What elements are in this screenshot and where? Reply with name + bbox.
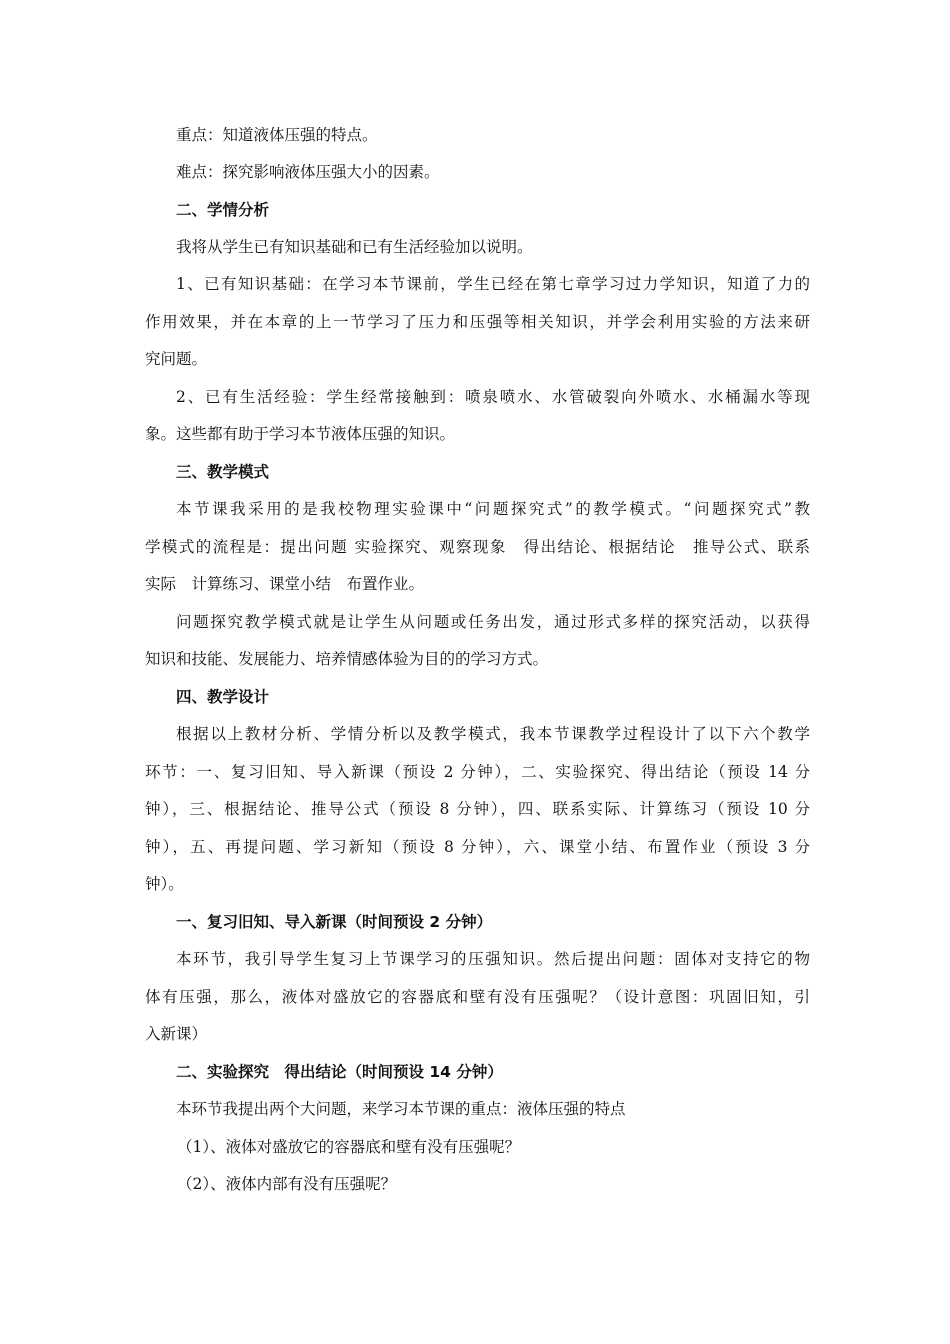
- paragraph-line: 实际 计算练习、课堂小结 布置作业。: [145, 575, 425, 593]
- section-heading-teaching-design: 四、教学设计: [176, 688, 270, 706]
- paragraph-line: 知识和技能、发展能力、培养情感体验为目的的学习方式。: [145, 650, 549, 668]
- section-heading-teaching-mode: 三、教学模式: [176, 463, 270, 481]
- paragraph-line: 环节：一、复习旧知、导入新课（预设 2 分钟），二、实验探究、得出结论（预设 14 分: [145, 763, 810, 781]
- subsection-heading-experiment: 二、实验探究 得出结论（时间预设 14 分钟）: [176, 1063, 503, 1081]
- paragraph-line: 入新课）: [145, 1025, 208, 1043]
- paragraph-line: 究问题。: [145, 350, 208, 368]
- paragraph-line: 钟），三、根据结论、推导公式（预设 8 分钟），四、联系实际、计算练习（预设 10 分: [145, 800, 810, 818]
- paragraph-line: 作用效果，并在本章的上一节学习了压力和压强等相关知识，并学会利用实验的方法来研: [145, 313, 810, 331]
- paragraph-line: 钟），五、再提问题、学习新知（预设 8 分钟），六、课堂小结、布置作业（预设 3 分: [145, 838, 810, 856]
- paragraph-line: 钟）。: [145, 875, 184, 893]
- paragraph-line: 2、已有生活经验：学生经常接触到：喷泉喷水、水管破裂向外喷水、水桶漏水等现: [176, 388, 810, 406]
- section-heading-learner-analysis: 二、学情分析: [176, 201, 270, 219]
- question-item: （1）、液体对盛放它的容器底和壁有没有压强呢？: [177, 1138, 521, 1156]
- paragraph-line: 我将从学生已有知识基础和已有生活经验加以说明。: [176, 238, 533, 256]
- paragraph-line: 学模式的流程是：提出问题 实验探究、观察现象 得出结论、根据结论 推导公式、联系: [145, 538, 810, 556]
- difficult-point-line: 难点：探究影响液体压强大小的因素。: [176, 163, 440, 181]
- paragraph-line: 象。这些都有助于学习本节液体压强的知识。: [145, 425, 456, 443]
- key-point-line: 重点：知道液体压强的特点。: [176, 126, 378, 144]
- paragraph-line: 本节课我采用的是我校物理实验课中“问题探究式”的教学模式。“问题探究式”教: [176, 500, 810, 518]
- paragraph-line: 本环节我提出两个大问题，来学习本节课的重点：液体压强的特点: [176, 1100, 626, 1118]
- paragraph-line: 体有压强，那么，液体对盛放它的容器底和壁有没有压强呢？（设计意图：巩固旧知，引: [145, 988, 810, 1006]
- paragraph-line: 本环节，我引导学生复习上节课学习的压强知识。然后提出问题：固体对支持它的物: [176, 950, 810, 968]
- question-item: （2）、液体内部有没有压强呢？: [177, 1175, 397, 1193]
- subsection-heading-review: 一、复习旧知、导入新课（时间预设 2 分钟）: [176, 913, 493, 931]
- paragraph-line: 根据以上教材分析、学情分析以及教学模式，我本节课教学过程设计了以下六个教学: [176, 725, 810, 743]
- paragraph-line: 1、已有知识基础：在学习本节课前，学生已经在第七章学习过力学知识，知道了力的: [176, 275, 810, 293]
- paragraph-line: 问题探究教学模式就是让学生从问题或任务出发，通过形式多样的探究活动，以获得: [176, 613, 810, 631]
